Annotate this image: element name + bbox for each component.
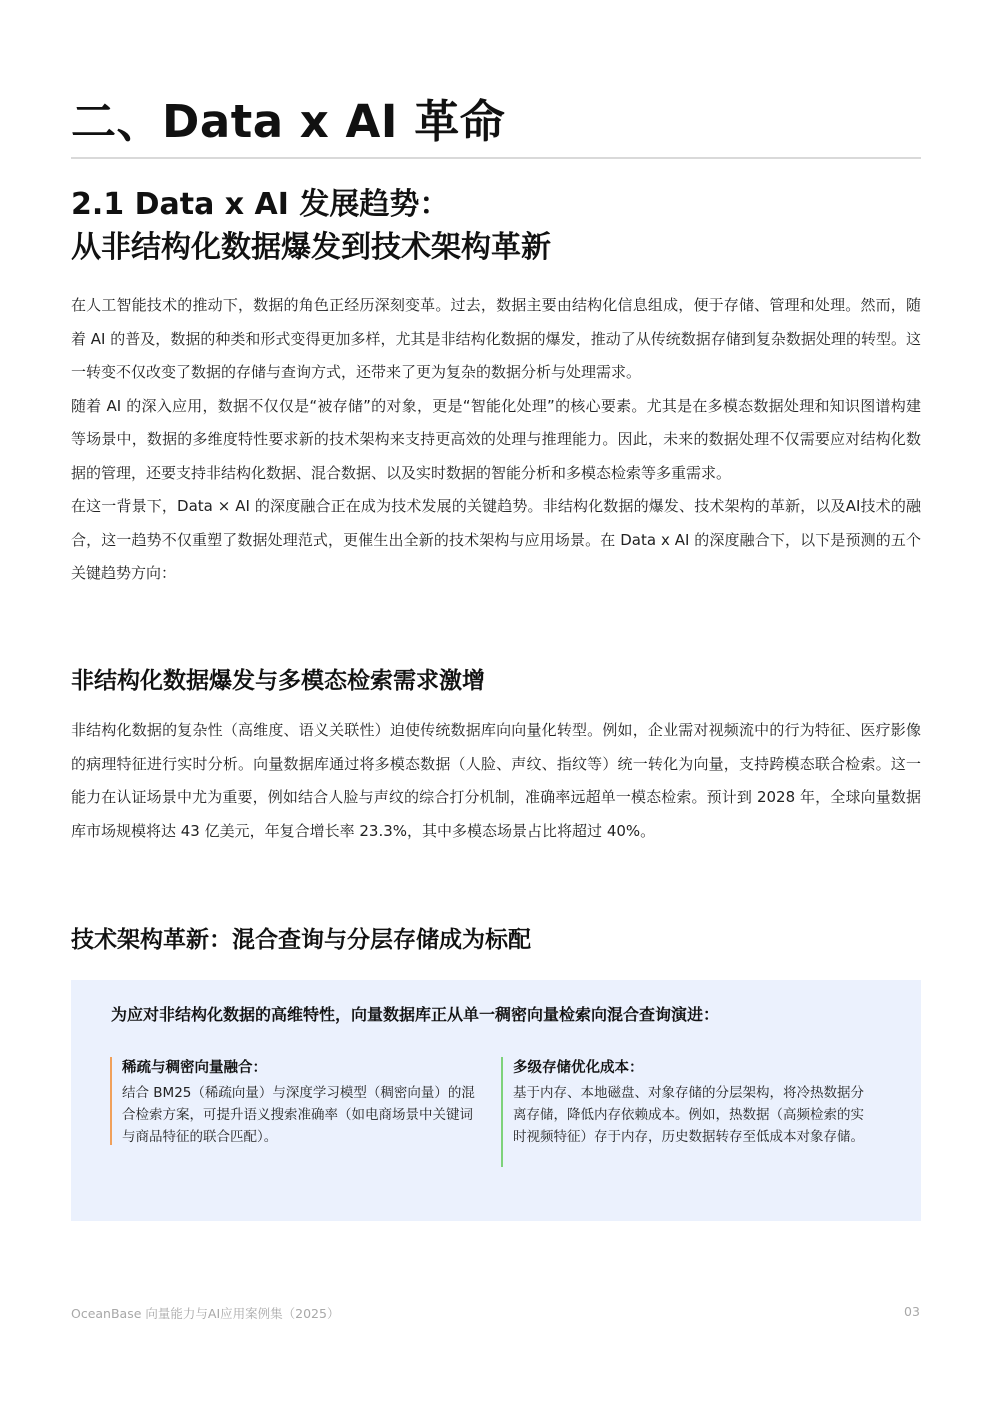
section-title-line1: 2.1 Data x AI 发展趋势： xyxy=(71,187,450,222)
title-divider xyxy=(71,157,921,159)
tiered-storage-card xyxy=(501,1057,873,1167)
subsection-title-unstructured: 非结构化数据爆发与多模态检索需求激增 xyxy=(71,668,485,694)
intro-paragraph-3: 在这一背景下，Data × AI 的深度融合正在成为技术发展的关键趋势。非结构化数据的爆发、技术架构的革新，以及AI技术的融合，这一趋势不仅重塑了数据处理范式，更催生出全新的技术架构与应用场景。在 Data x AI 的深度融合下，以下是预测的五个关键趋势方向： xyxy=(71,497,921,582)
footer-publication: OceanBase 向量能力与AI应用案例集（2025） xyxy=(71,1306,340,1321)
sparse-dense-fusion-text: 结合 BM25（稀疏向量）与深度学习模型（稠密向量）的混合检索方案，可提升语义搜索准确率（如电商场景中关键词与商品特征的联合匹配）。 xyxy=(122,1085,475,1145)
tiered-storage-title: 多级存储优化成本： xyxy=(513,1060,644,1076)
footer-page-number: 03 xyxy=(904,1304,920,1319)
highlight-box-title: 为应对非结构化数据的高维特性，向量数据库正从单一稠密向量检索向混合查询演进： xyxy=(111,1005,720,1024)
section-title-line2: 从非结构化数据爆发到技术架构革新 xyxy=(71,230,551,265)
tiered-storage-text: 基于内存、本地磁盘、对象存储的分层架构，将冷热数据分离存储，降低内存依赖成本。例如，热数据（高频检索的实时视频特征）存于内存，历史数据转存至低成本对象存储。 xyxy=(513,1085,864,1145)
subsection-body-unstructured xyxy=(71,714,921,848)
unstructured-paragraph: 非结构化数据的复杂性（高维度、语义关联性）迫使传统数据库向向量化转型。例如，企业需对视频流中的行为特征、医疗影像的病理特征进行实时分析。向量数据库通过将多模态数据（人脸、声纹、指纹等）统一转化为向量，支持跨模态联合检索。这一能力在认证场景中尤为重要，例如结合人脸与声纹的综合打分机制，准确率远超单一模态检索。预计到 2028 年，全球向量数据库市场规模将达 43 亿美元，年复合增长率 23.3%，其中多模态场景占比将超过 40%。 xyxy=(71,721,921,840)
sparse-dense-fusion-card xyxy=(110,1057,482,1145)
subsection-title-architecture: 技术架构革新：混合查询与分层存储成为标配 xyxy=(71,927,531,953)
section-title xyxy=(71,183,551,269)
intro-paragraph-1: 在人工智能技术的推动下，数据的角色正经历深刻变革。过去，数据主要由结构化信息组成，便于存储、管理和处理。然而，随着 AI 的普及，数据的种类和形式变得更加多样，尤其是非结构化数据的爆发，推动了从传统数据存储到复杂数据处理的转型。这一转变不仅改变了数据的存储与查询方式，还带来了更为复杂的数据分析与处理需求。 xyxy=(71,296,921,381)
intro-paragraph-2: 随着 AI 的深入应用，数据不仅仅是“被存储”的对象，更是“智能化处理”的核心要素。尤其是在多模态数据处理和知识图谱构建等场景中，数据的多维度特性要求新的技术架构来支持更高效的处理与推理能力。因此，未来的数据处理不仅需要应对结构化数据的管理，还要支持非结构化数据、混合数据、以及实时数据的智能分析和多模态检索等多重需求。 xyxy=(71,396,921,482)
chapter-title: 二、Data x AI 革命 xyxy=(71,95,506,148)
intro-text xyxy=(71,289,921,591)
sparse-dense-fusion-title: 稀疏与稠密向量融合： xyxy=(122,1060,267,1076)
